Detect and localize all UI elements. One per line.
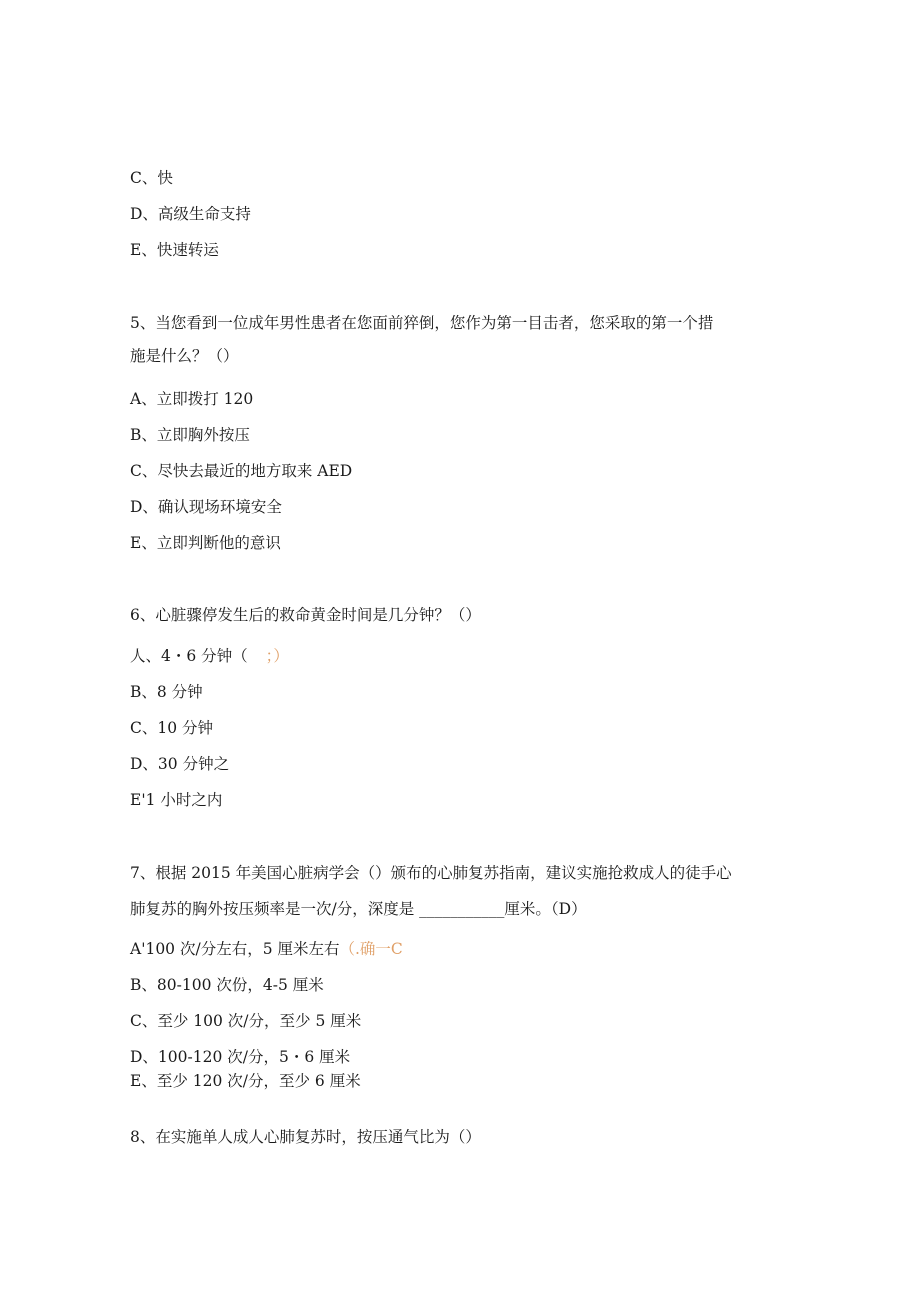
q5-stem-line1: 5、当您看到一位成年男性患者在您面前猝倒，您作为第一目击者，您采取的第一个措 xyxy=(130,314,714,332)
q6-option-a xyxy=(130,646,289,666)
q7-option-a xyxy=(130,939,403,959)
q7-option-a-handwritten-note: （.确一C xyxy=(339,940,403,958)
q7-option-d: D、100-120 次/分，5・6 厘米 xyxy=(130,1048,351,1066)
q7-option-c: C、至少 100 次/分，至少 5 厘米 xyxy=(130,1012,362,1030)
q4-option-d: D、高级生命支持 xyxy=(130,205,251,223)
q5-option-b: B、立即胸外按压 xyxy=(130,426,250,444)
q6-option-a-text: 人、4・6 分钟（ xyxy=(130,647,248,665)
q7-option-e: E、至少 120 次/分，至少 6 厘米 xyxy=(130,1072,361,1090)
q6-stem: 6、心脏骤停发生后的救命黄金时间是几分钟？（） xyxy=(130,606,481,624)
q7-option-a-text: A'100 次/分左右，5 厘米左右 xyxy=(130,940,340,958)
q4-option-e: E、快速转运 xyxy=(130,241,219,259)
q5-option-e: E、立即判断他的意识 xyxy=(130,534,281,552)
q5-stem-line2: 施是什么？（） xyxy=(130,347,239,365)
q6-option-a-handwritten-note: ；） xyxy=(265,647,289,665)
q5-option-a: A、立即拨打 120 xyxy=(130,390,254,408)
q6-option-b: B、8 分钟 xyxy=(130,683,203,701)
q5-option-d: D、确认现场环境安全 xyxy=(130,498,282,516)
q4-option-c: C、快 xyxy=(130,169,173,187)
q7-stem-line2: 肺复苏的胸外按压频率是一次/分，深度是 ___________厘米。（D） xyxy=(130,900,587,918)
q6-option-d: D、30 分钟之 xyxy=(130,755,230,773)
q6-option-c: C、10 分钟 xyxy=(130,719,214,737)
q8-stem: 8、在实施单人成人心肺复苏时，按压通气比为（） xyxy=(130,1128,481,1146)
q6-option-e: E'1 小时之内 xyxy=(130,791,223,809)
q5-option-c: C、尽快去最近的地方取来 AED xyxy=(130,462,353,480)
q7-option-b: B、80-100 次份，4-5 厘米 xyxy=(130,976,324,994)
q7-stem-line1: 7、根据 2015 年美国心脏病学会（）颁布的心肺复苏指南，建议实施抢救成人的徒手心 xyxy=(130,864,732,882)
